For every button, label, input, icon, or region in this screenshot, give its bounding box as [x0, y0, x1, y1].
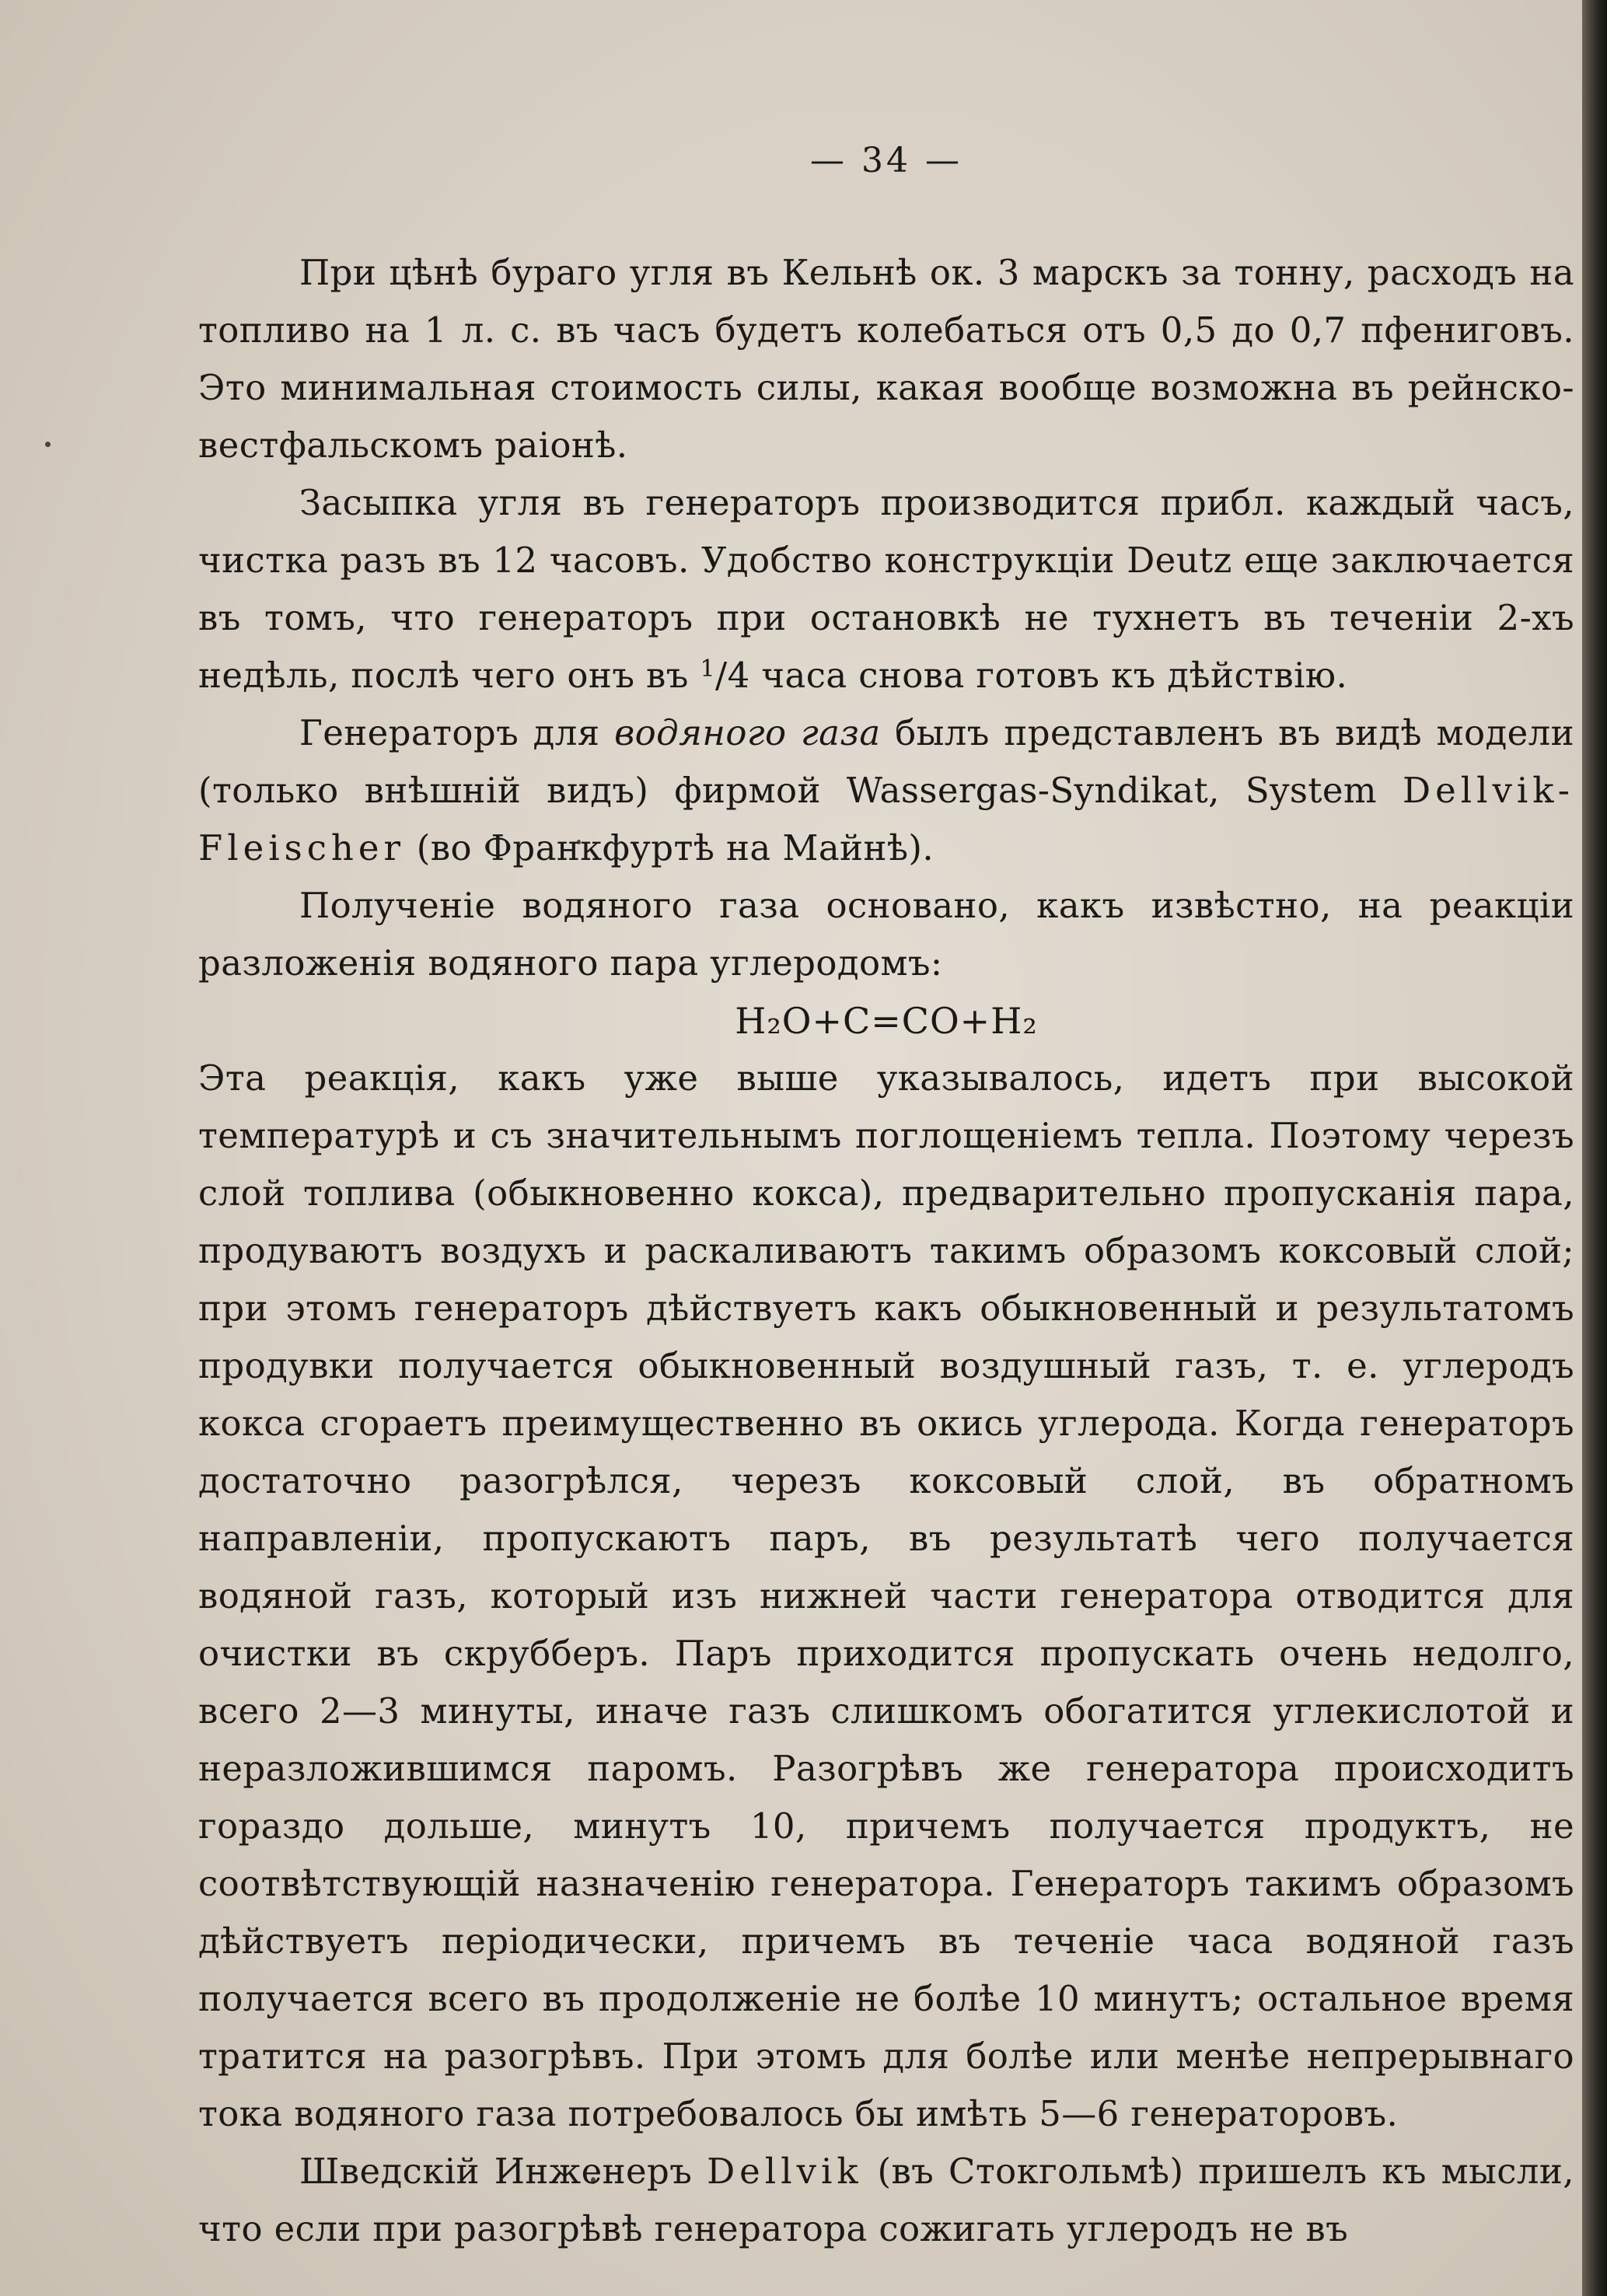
- paragraph-text: Засыпка угля въ генераторъ производится прибл. каждый часъ, чистка разъ въ 12 часовъ. Удобство конструкціи Deutz еще заключается въ томъ, что генераторъ при остановкѣ не тухнетъ въ теченіи 2-хъ недѣль, послѣ чего онъ въ: [198, 482, 1574, 696]
- paragraph-text: Генераторъ для: [299, 712, 600, 753]
- emphasis-water-gas: водяного газа: [614, 712, 881, 753]
- paragraph-text-end: часа снова готовъ къ дѣйствію.: [761, 655, 1348, 696]
- paragraph-text: Шведскій Инженеръ: [299, 2151, 693, 2192]
- ink-speck: [45, 442, 51, 447]
- paragraph-dellvik: [198, 2143, 1574, 2258]
- paragraph-text-mid: былъ представленъ въ видѣ модели (только внѣшній видъ) фирмой Wassergas-Syndikat, System: [198, 712, 1574, 811]
- fraction-denominator: /4: [715, 655, 750, 696]
- paragraph-deutz-generator: [198, 474, 1574, 704]
- engineer-name: Dellvik: [707, 2151, 863, 2192]
- book-spine-edge: [1582, 0, 1607, 2296]
- paragraph-reaction-intro: Полученіе водяного газа основано, какъ извѣстно, на реакціи разложенія водяного пара углеродомъ:: [198, 885, 1574, 984]
- paragraph-fuel-cost: При цѣнѣ бураго угля въ Кельнѣ ок. 3 марскъ за тонну, расходъ на топливо на 1 л. с. въ часъ будетъ колебаться отъ 0,5 до 0,7 пфениговъ. Это минимальная стоимость силы, какая вообще возможна въ рейнско-вестфальскомъ раіонѣ.: [198, 252, 1574, 466]
- chemical-formula: H₂O+C=CO+H₂: [735, 1000, 1038, 1042]
- paragraph-text-end: (во Франкфуртѣ на Майнѣ).: [416, 827, 935, 868]
- paragraph-text-end: (въ Стокгольмѣ) пришелъ къ мысли, что если при разогрѣвѣ генератора сожигать углеродъ не въ: [198, 2151, 1574, 2249]
- paragraph-reaction-description: Эта реакція, какъ уже выше указывалось, идетъ при высокой температурѣ и съ значительнымъ поглощеніемъ тепла. Поэтому черезъ слой топлива (обыкновенно кокса), предварительно пропусканія пара, продуваютъ воздухъ и раскаливаютъ такимъ образомъ коксовый слой; при этомъ генераторъ дѣйствуетъ какъ обыкновенный и результатомъ продувки получается обыкновенный воздушный газъ, т. е. углеродъ кокса сгораетъ преимущественно въ окись углерода. Когда генераторъ достаточно разогрѣлся, черезъ коксовый слой, въ обратномъ направленіи, пропускаютъ паръ, въ результатѣ чего получается водяной газъ, который изъ нижней части генератора отводится для очистки въ скрубберъ. Паръ приходится пропускать очень недолго, всего 2—3 минуты, иначе газъ слишкомъ обогатится углекислотой и неразложившимся паромъ. Разогрѣвъ же генератора происходитъ гораздо дольше, минутъ 10, причемъ получается продуктъ, не соотвѣтствующій назначенію генератора. Генераторъ такимъ образомъ дѣйствуетъ періодически, причемъ въ теченіе часа водяной газъ получается всего въ продолженіе не болѣе 10 минутъ; остальное время тратится на разогрѣвъ. При этомъ для болѣе или менѣе непрерывнаго тока водяного газа потребовалось бы имѣть 5—6 генераторовъ.: [198, 1057, 1574, 2134]
- fraction-numerator: 1: [700, 655, 716, 683]
- page-number: — 34 —: [810, 141, 962, 180]
- system-name: Dellvik-Fleischer: [198, 770, 1574, 868]
- page-text: [198, 132, 1574, 2258]
- paragraph-water-gas-generator: [198, 704, 1574, 877]
